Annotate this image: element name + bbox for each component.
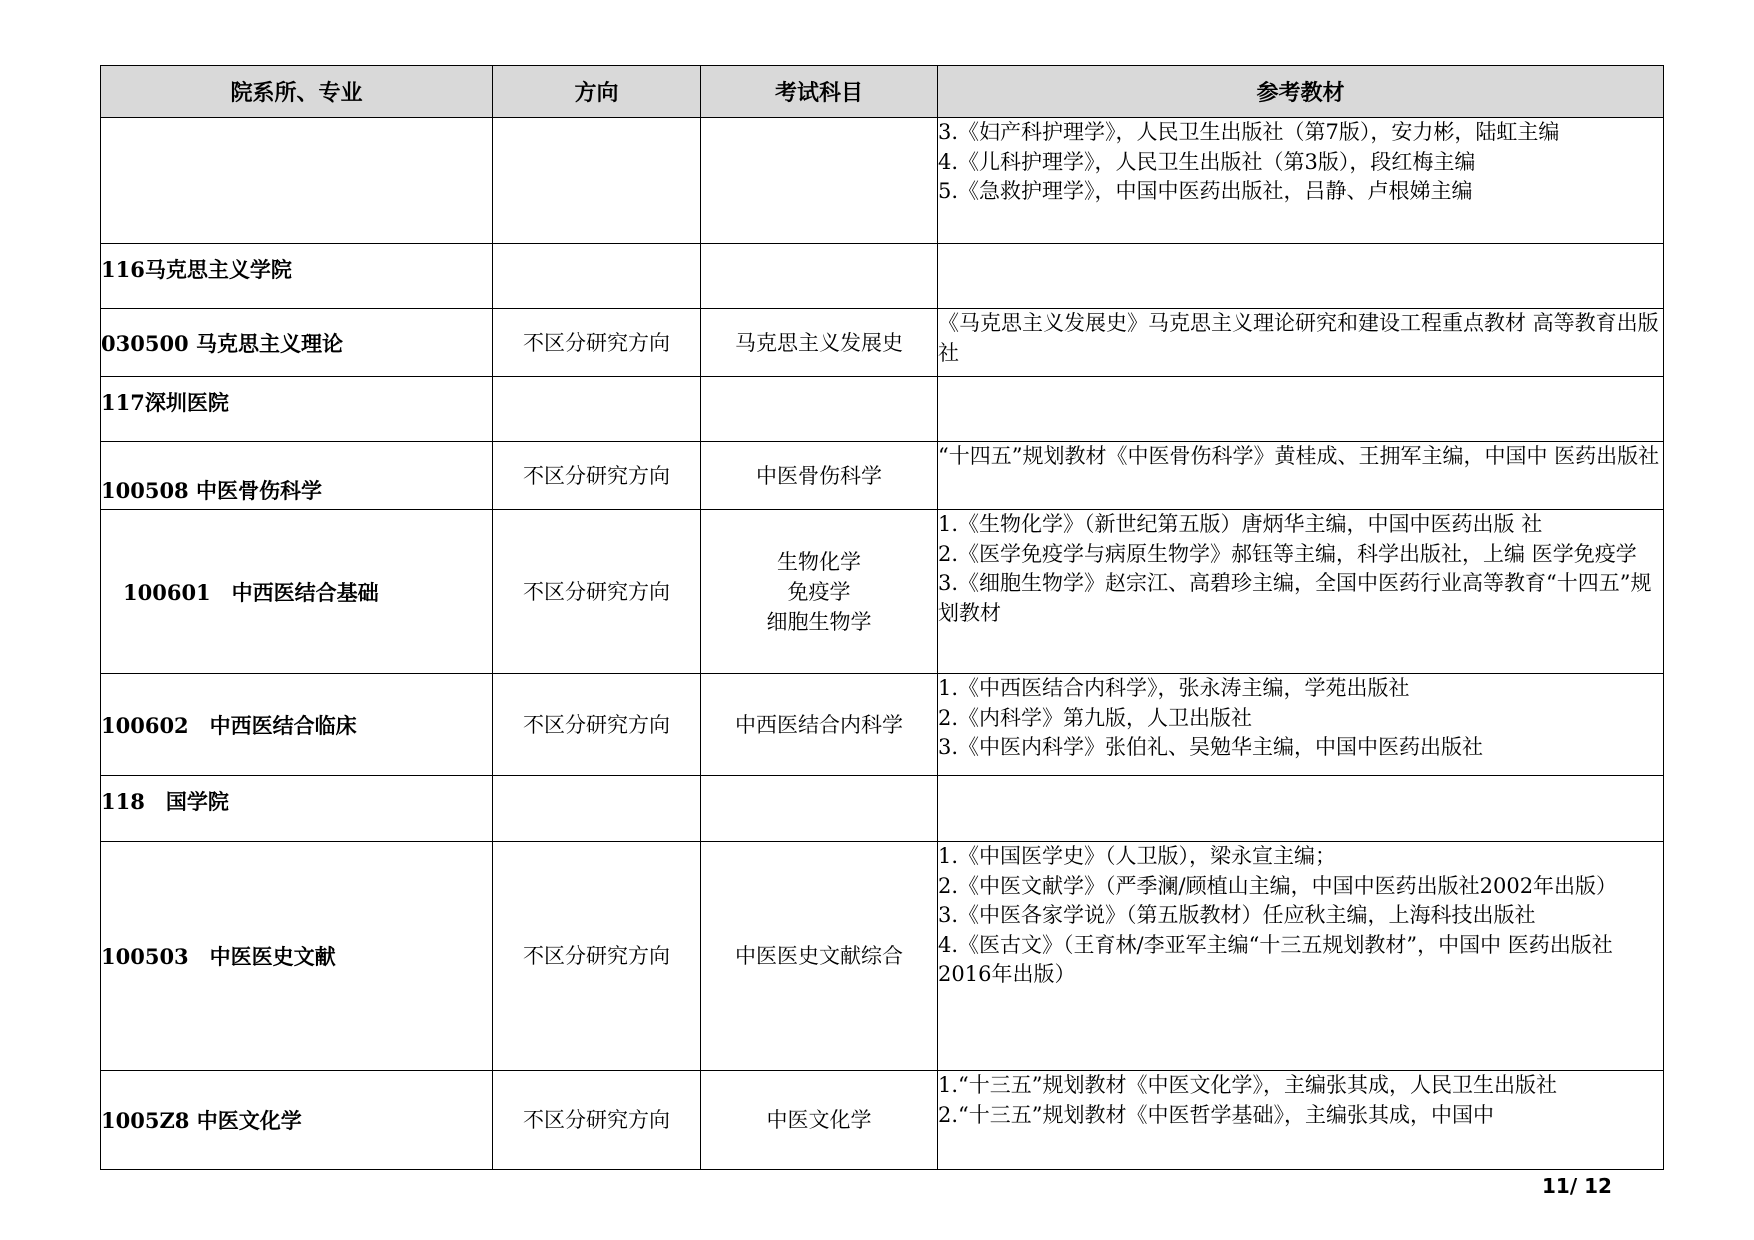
table-row [101,377,1664,442]
direction-cell [493,377,701,442]
subject-cell: 生物化学 免疫学 细胞生物学 [701,510,938,674]
table-row [101,118,1664,244]
table-row [101,442,1664,510]
book-entry: 1.《生物化学》（新世纪第五版）唐炳华主编，中国中医药出版 社 [938,512,1543,536]
book-entry: 1.《中西医结合内科学》，张永涛主编，学苑出版社 [938,676,1410,700]
table-row [101,674,1664,776]
book-entry: 5.《急救护理学》，中国中医药出版社，吕静、卢根娣主编 [938,179,1473,203]
book-entry: 1.《中国医学史》（人卫版），梁永宣主编； [938,844,1337,868]
page-number: 11/ 12 [1542,1174,1612,1198]
direction-cell: 不区分研究方向 [493,842,701,1071]
subject-cell [701,244,938,309]
book-entry: 2.《内科学》第九版，人卫出版社 [938,705,1253,730]
books-cell [938,510,1664,674]
header-major: 院系所、专业 [101,66,493,118]
books-cell [938,776,1664,842]
books-cell [938,244,1664,309]
books-cell [938,842,1664,1071]
major-cell: 100503 中医医史文献 [101,842,493,1071]
table-header-row [101,66,1664,118]
subject-cell: 中医医史文献综合 [701,842,938,1071]
major-cell: 030500 马克思主义理论 [101,309,493,377]
book-entry: 3.《细胞生物学》赵宗江、高碧珍主编，全国中医药行业高等教育“十四五”规划教材 [938,571,1652,625]
table-row [101,776,1664,842]
department-cell: 116马克思主义学院 [101,244,493,309]
exam-reference-table [100,65,1664,1170]
books-cell [938,442,1664,510]
table-row [101,309,1664,377]
header-direction: 方向 [493,66,701,118]
subject-cell [701,118,938,244]
subject-cell: 马克思主义发展史 [701,309,938,377]
subject-cell [701,776,938,842]
book-entry: 《马克思主义发展史》马克思主义理论研究和建设工程重点教材 高等教育出版社 [938,311,1659,365]
book-entry: 2.《医学免疫学与病原生物学》郝钰等主编，科学出版社，上编 医学免疫学 [938,541,1637,566]
subject-cell [701,377,938,442]
book-entry: “十四五”规划教材《中医骨伤科学》黄桂成、王拥军主编，中国中 医药出版社 [938,444,1660,468]
table-row [101,1071,1664,1170]
direction-cell: 不区分研究方向 [493,442,701,510]
books-cell [938,674,1664,776]
header-subject: 考试科目 [701,66,938,118]
book-entry: 4.《儿科护理学》，人民卫生出版社（第3版），段红梅主编 [938,149,1476,174]
header-books: 参考教材 [938,66,1664,118]
book-entry: 4.《医古文》（王育林/李亚军主编“十三五规划教材”，中国中 医药出版社2016年出版） [938,932,1613,986]
department-cell: 117深圳医院 [101,377,493,442]
direction-cell [493,776,701,842]
table-row [101,842,1664,1071]
books-cell [938,309,1664,377]
book-entry: 3.《中医各家学说》（第五版教材）任应秋主编，上海科技出版社 [938,903,1536,927]
book-entry: 2.“十三五”规划教材《中医哲学基础》，主编张其成，中国中 [938,1102,1495,1127]
major-cell [101,118,493,244]
table-row [101,244,1664,309]
direction-cell [493,244,701,309]
subject-cell: 中医文化学 [701,1071,938,1170]
books-cell [938,377,1664,442]
major-cell: 1005Z8 中医文化学 [101,1071,493,1170]
book-entry: 2.《中医文献学》（严季澜/顾植山主编，中国中医药出版社2002年出版） [938,873,1618,898]
direction-cell: 不区分研究方向 [493,674,701,776]
major-cell: 100508 中医骨伤科学 [101,442,493,510]
department-cell: 118 国学院 [101,776,493,842]
book-entry: 3.《中医内科学》张伯礼、吴勉华主编，中国中医药出版社 [938,735,1484,759]
direction-cell [493,118,701,244]
book-entry: 1.“十三五”规划教材《中医文化学》，主编张其成，人民卫生出版社 [938,1073,1558,1097]
direction-cell: 不区分研究方向 [493,309,701,377]
books-cell [938,118,1664,244]
books-cell [938,1071,1664,1170]
subject-cell: 中西医结合内科学 [701,674,938,776]
subject-cell: 中医骨伤科学 [701,442,938,510]
direction-cell: 不区分研究方向 [493,1071,701,1170]
direction-cell: 不区分研究方向 [493,510,701,674]
table-row [101,510,1664,674]
major-cell: 100602 中西医结合临床 [101,674,493,776]
book-entry: 3.《妇产科护理学》，人民卫生出版社（第7版），安力彬，陆虹主编 [938,120,1560,144]
major-cell: 100601 中西医结合基础 [101,510,493,674]
